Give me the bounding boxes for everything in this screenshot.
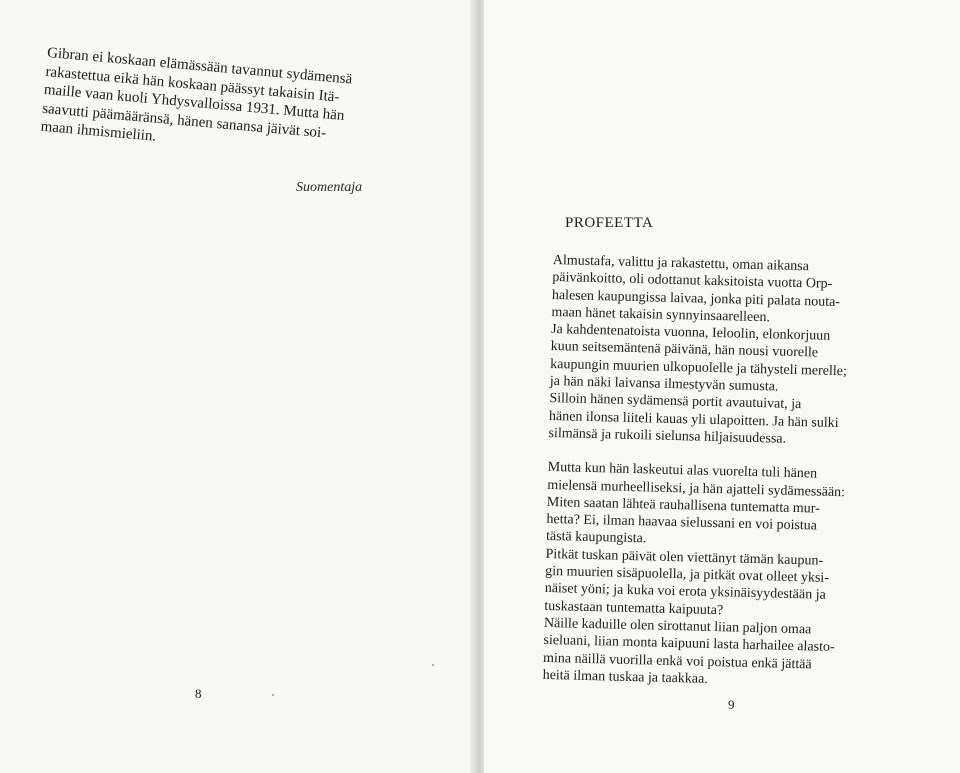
chapter-title: PROFEETTA	[565, 215, 654, 231]
translator-signature: Suomentaja	[296, 180, 363, 195]
body-paragraph: Ja kahdentenatoista vuonna, Ieloolin, elonkorjuun kuun seitsemäntenä päivänä, hän nousi vuorelle kaupungin muurien ulkopuolelle ja tähysteli merelle; ja hän näki laivansa ilmestyvän sumusta.	[549, 322, 848, 395]
afterword-paragraph: Gibran ei koskaan elämässään tavannut sydämensä rakastettua eikä hän koskaan päässyt takaisin Itä- maille vaan kuoli Yhdysvalloissa 1931. Mutta hän saavutti päämääränsä, hänen sanansa jäivät soi- maan ihmismieliin.	[40, 44, 353, 145]
paper-speck	[432, 664, 434, 666]
body-paragraph: Almustafa, valittu ja rakastettu, oman aikansa päivänkoitto, oli odottanut kaksitoista vuotta Orp- halesen kaupungissa laivaa, jonka piti palata nouta- maan hänet takaisin synnyinsaarelleen.	[551, 252, 841, 326]
page-number-right: 9	[728, 697, 735, 712]
body-paragraph: Mutta kun hän laskeutui alas vuorelta tuli hänen mielensä murheelliseksi, ja hän ajatteli sydämessään:	[547, 460, 846, 500]
translator-afterword	[40, 44, 407, 168]
page-number-left: 8	[195, 686, 202, 701]
body-paragraph: Miten saatan lähteä rauhallisena tuntematta mur- hetta? Ei, ilman haavaa sielussani en voi poistua tästä kaupungista.	[545, 494, 820, 547]
chapter-body	[542, 252, 932, 693]
left-page	[0, 0, 474, 773]
body-paragraph: Näille kaduille olen sirottanut liian paljon omaa sieluani, liian monta kaipuuni lasta harhailee alasto- mina näillä vuorilla enkä voi poistua enkä jättää heitä ilman tuskaa ja taakkaa.	[542, 615, 835, 687]
body-paragraph: Silloin hänen sydämensä portit avautuivat, ja hänen ilonsa liiteli kauas yli ulapoitten. Ja hän sulki silmänsä ja rukoili sielunsa hiljaisuudessa.	[548, 391, 839, 447]
body-paragraph: Pitkät tuskan päivät olen viettänyt tämän kaupun- gin muurien sisäpuolella, ja pitkät ovat olleet yksi- näiset yöni; ja kuka voi erota yksinäisyydestään ja tuskastaan tuntematta kaipuuta?	[544, 546, 830, 618]
paper-speck	[272, 694, 274, 696]
